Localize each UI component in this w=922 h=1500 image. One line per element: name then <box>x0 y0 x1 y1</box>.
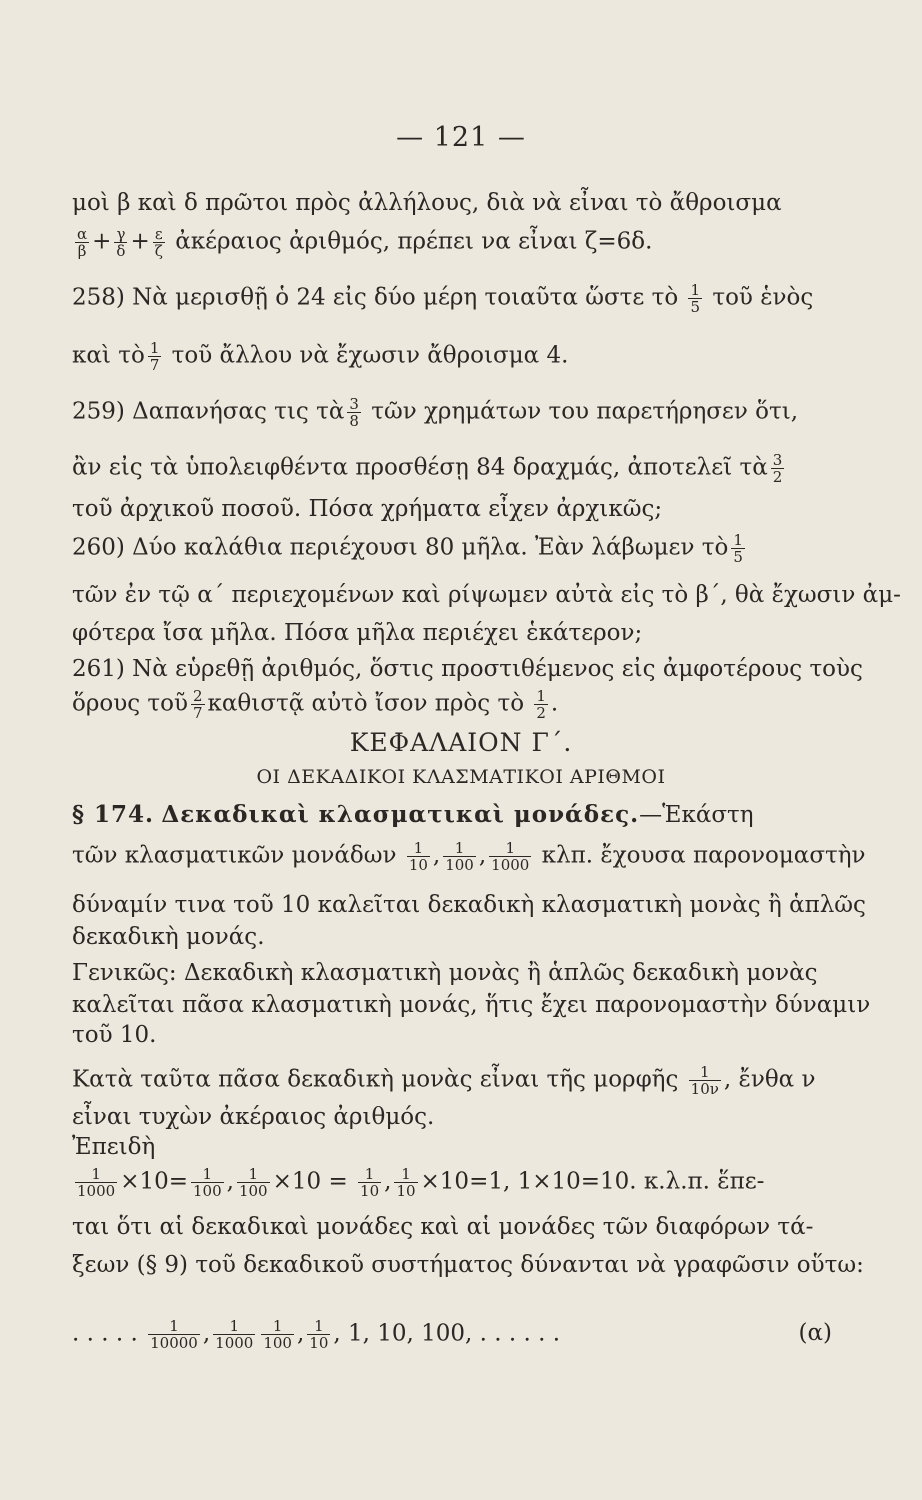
text-line: τῶν ἐν τῷ α΄ περιεχομένων καὶ ρίψωμεν αὐτὰ εἰς τὸ β΄, θὰ ἔχωσιν ἀμ- <box>72 582 901 608</box>
chapter-subtitle: ΟΙ ΔΕΚΑΔΙΚΟΙ ΚΛΑΣΜΑΤΙΚΟΙ ΑΡΙΘΜΟΙ <box>256 766 666 788</box>
text-line: δύναμίν τινα τοῦ 10 καλεῖται δεκαδικὴ κλασματικὴ μονὰς ἢ ἁπλῶς <box>72 892 866 918</box>
fraction: $\frac{1}{10\nu}$ <box>690 1063 719 1098</box>
fraction: $\frac{1}{100}$ <box>238 1165 268 1200</box>
section-mark: § 174. <box>72 801 155 828</box>
equation-label: (α) <box>798 1320 832 1346</box>
fraction: $\frac{1}{5}$ <box>733 531 743 566</box>
text-line: $\frac{\alpha}{\beta}$ + $\frac{\gamma}{\delta}$ + $\frac{\varepsilon}{\zeta}$ ἀκέραιος ἀριθμός, πρέπει να εἶναι ζ=6δ. <box>77 225 653 260</box>
text-line: τῶν κλασματικῶν μονάδων $\frac{1}{10}$ , $\frac{1}{100}$ , $\frac{1}{1000}$ κλπ. ἔχουσα παρονομαστὴν <box>72 839 866 874</box>
text-line: εἶναι τυχὼν ἀκέραιος ἀριθμός. <box>72 1104 435 1130</box>
page-number: — 121 — <box>396 122 526 153</box>
fraction: $\frac{1}{10}$ <box>360 1165 380 1200</box>
fraction: $\frac{\varepsilon}{\zeta}$ <box>154 225 163 260</box>
fraction: $\frac{1}{100}$ <box>263 1317 292 1352</box>
text-line: ἂν εἰς τὰ ὑπολειφθέντα προσθέσῃ 84 δραχμάς, ἀποτελεῖ τὰ $\frac{3}{2}$ <box>72 451 783 486</box>
text-line: καλεῖται πᾶσα κλασματικὴ μονάς, ἥτις ἔχει παρονομαστὴν δύναμιν <box>72 992 871 1018</box>
text-line: φότερα ἴσα μῆλα. Πόσα μῆλα περιέχει ἑκάτερον; <box>72 620 643 646</box>
chapter-title: ΚΕΦΑΛΑΙΟΝ Γ΄. <box>349 728 573 757</box>
text-line: ξεων (§ 9) τοῦ δεκαδικοῦ συστήματος δύνανται νὰ γραφῶσιν οὕτω: <box>72 1252 864 1278</box>
fraction: $\frac{1}{5}$ <box>690 281 701 316</box>
text-line: 259) Δαπανήσας τις τὰ $\frac{3}{8}$ τῶν χρημάτων του παρετήρησεν ὅτι, <box>72 395 799 430</box>
text-line: τοῦ 10. <box>72 1022 157 1048</box>
fraction: $\frac{3}{2}$ <box>772 451 783 486</box>
sequence-line: . . . . . $\frac{1}{10000}$ , $\frac{1}{1000}$ $\frac{1}{100}$ , $\frac{1}{10}$ , 1, 10, 100, . . . . . . (α) <box>72 1317 832 1352</box>
text-line: δεκαδικὴ μονάς. <box>72 924 265 950</box>
fraction: $\frac{1}{10}$ <box>408 839 428 874</box>
text-line: 261) Νὰ εὑρεθῇ ἀριθμός, ὅστις προστιθέμενος εἰς ἀμφοτέρους τοὺς <box>72 656 863 682</box>
fraction: $\frac{1}{1000}$ <box>491 839 530 874</box>
fraction: $\frac{3}{8}$ <box>349 395 359 430</box>
equation-line: $\frac{1}{1000}$ ×10= $\frac{1}{100}$ , $\frac{1}{100}$ ×10 = $\frac{1}{10}$ , $\frac{1}{10}$ ×10=1, 1×10=10. κ.λ.π. ἕπε- <box>77 1165 765 1200</box>
section-heading: § 174. Δεκαδικαὶ κλασματικαὶ μονάδες.—Ἑκάστη <box>72 801 754 828</box>
text-line: 258) Νὰ μερισθῇ ὁ 24 εἰς δύο μέρη τοιαῦτα ὥστε τὸ $\frac{1}{5}$ τοῦ ἑνὸς <box>72 281 814 316</box>
text-line: ται ὅτι αἱ δεκαδικαὶ μονάδες καὶ αἱ μονάδες τῶν διαφόρων τά- <box>72 1214 814 1240</box>
fraction: $\frac{2}{7}$ <box>192 687 203 722</box>
text-line: καὶ τὸ $\frac{1}{7}$ τοῦ ἄλλου νὰ ἔχωσιν ἄθροισμα 4. <box>72 339 569 374</box>
fraction: $\frac{1}{100}$ <box>193 1165 222 1200</box>
text-line: Γενικῶς: Δεκαδικὴ κλασματικὴ μονὰς ἢ ἁπλῶς δεκαδικὴ μονὰς <box>72 960 818 986</box>
text-line: Ἐπειδὴ <box>72 1134 156 1160</box>
text-line: 260) Δύο καλάθια περιέχουσι 80 μῆλα. Ἐὰν λάβωμεν τὸ $\frac{1}{5}$ <box>72 531 743 566</box>
fraction: $\frac{1}{100}$ <box>445 839 474 874</box>
fraction: $\frac{\alpha}{\beta}$ <box>77 225 88 260</box>
fraction: $\frac{1}{1000}$ <box>77 1165 116 1200</box>
fraction: $\frac{\gamma}{\delta}$ <box>116 225 126 260</box>
text-line: τοῦ ἀρχικοῦ ποσοῦ. Πόσα χρήματα εἶχεν ἀρχικῶς; <box>72 496 663 522</box>
fraction: $\frac{1}{10}$ <box>396 1165 416 1200</box>
fraction: $\frac{1}{7}$ <box>149 339 160 374</box>
text-line: ὅρους τοῦ $\frac{2}{7}$ καθιστᾷ αὐτὸ ἴσον πρὸς τὸ $\frac{1}{2}$ . <box>72 687 559 722</box>
text-line: Κατὰ ταῦτα πᾶσα δεκαδικὴ μονὰς εἶναι τῆς μορφῆς $\frac{1}{10\nu}$ , ἔνθα ν <box>72 1063 816 1098</box>
section-title: Δεκαδικαὶ κλασματικαὶ μονάδες. <box>161 801 640 828</box>
text-line: μοὶ β καὶ δ πρῶτοι πρὸς ἀλλήλους, διὰ νὰ εἶναι τὸ ἄθροισμα <box>72 190 782 216</box>
fraction: $\frac{1}{2}$ <box>536 687 546 722</box>
fraction: $\frac{1}{1000}$ <box>215 1317 254 1352</box>
fraction: $\frac{1}{10}$ <box>309 1317 329 1352</box>
fraction: $\frac{1}{10000}$ <box>150 1317 198 1352</box>
